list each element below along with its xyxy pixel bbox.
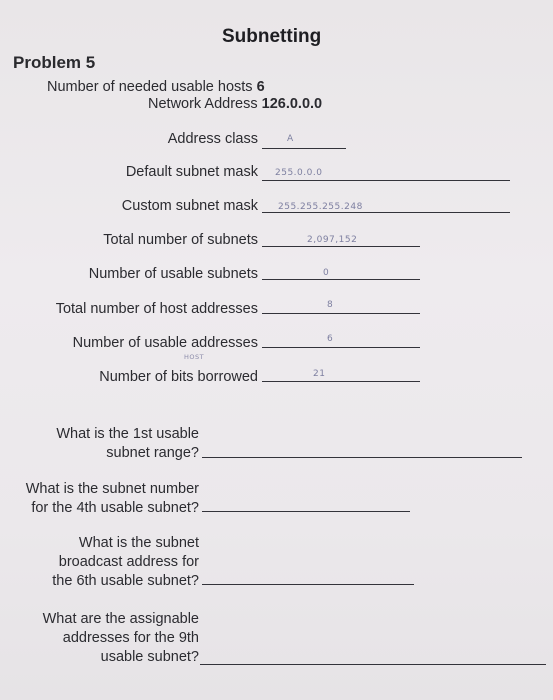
- page-title: Subnetting: [222, 26, 322, 47]
- problem-heading: Problem 5: [13, 53, 96, 72]
- network-line: [148, 96, 322, 112]
- usable-addresses-line: [262, 347, 420, 348]
- address-class-answer: A: [287, 134, 294, 144]
- question-4-line-2: addresses for the 9th: [62, 630, 199, 646]
- default-mask-label: Default subnet mask: [125, 164, 258, 180]
- address-class-line: [262, 148, 346, 149]
- question-1-line-2: subnet range?: [106, 445, 199, 461]
- question-4-line-1: What are the assignable: [42, 611, 199, 627]
- usable-addresses-label: Number of usable addresses: [72, 335, 258, 351]
- question-2-line-1: What is the subnet number: [25, 481, 199, 497]
- total-subnets-line: [262, 246, 420, 247]
- question-3-line-2: broadcast address for: [58, 554, 199, 570]
- total-subnets-label: Total number of subnets: [103, 232, 258, 248]
- question-3-line-3: the 6th usable subnet?: [52, 573, 199, 589]
- default-mask-line: [262, 180, 510, 181]
- default-mask-answer: 255.0.0.0: [275, 168, 323, 178]
- question-2: [26, 480, 199, 518]
- question-1-line-1: What is the 1st usable: [56, 426, 199, 442]
- question-3: [52, 534, 199, 591]
- question-3-answer-line: [202, 584, 414, 585]
- question-4: [43, 610, 199, 667]
- question-2-line-2: for the 4th usable subnet?: [31, 500, 199, 516]
- question-1-answer-line: [202, 457, 522, 458]
- total-subnets-answer: 2,097,152: [307, 235, 358, 245]
- hosts-line: [47, 79, 265, 95]
- bits-borrowed-label: Number of bits borrowed: [99, 369, 258, 385]
- address-class-label: Address class: [167, 131, 258, 147]
- hosts-value: 6: [256, 79, 265, 95]
- question-4-answer-line: [200, 664, 546, 665]
- question-2-answer-line: [202, 511, 410, 512]
- usable-addresses-note: HOST: [184, 353, 205, 361]
- question-3-line-1: What is the subnet: [78, 535, 199, 551]
- custom-mask-label: Custom subnet mask: [121, 198, 258, 214]
- question-1: [56, 425, 199, 463]
- network-value: 126.0.0.0: [261, 96, 323, 112]
- usable-subnets-answer: 0: [323, 268, 330, 278]
- network-label: Network Address: [148, 96, 258, 112]
- total-hosts-answer: 8: [327, 300, 334, 310]
- total-hosts-label: Total number of host addresses: [55, 301, 258, 317]
- hosts-label: Number of needed usable hosts: [47, 79, 253, 95]
- question-4-line-3: usable subnet?: [100, 649, 199, 665]
- bits-borrowed-line: [262, 381, 420, 382]
- usable-addresses-answer: 6: [327, 334, 334, 344]
- bits-borrowed-answer: 21: [313, 369, 326, 379]
- usable-subnets-label: Number of usable subnets: [88, 266, 258, 282]
- total-hosts-line: [262, 313, 420, 314]
- usable-subnets-line: [262, 279, 420, 280]
- custom-mask-line: [262, 212, 510, 213]
- custom-mask-answer: 255.255.255.248: [278, 202, 363, 212]
